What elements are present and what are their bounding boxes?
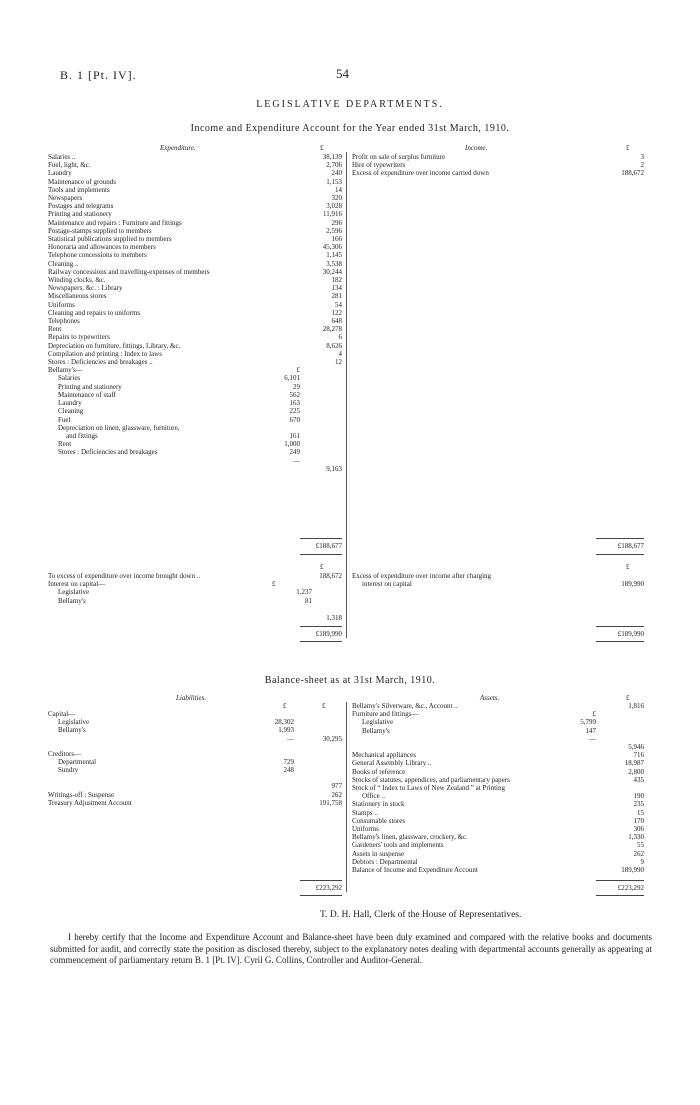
total-rule (300, 626, 342, 627)
asset-label: Assets in suspense (352, 849, 405, 858)
asset-amount: 235 (633, 800, 644, 809)
bellamys-item-label: Fuel (58, 415, 71, 424)
table-row (48, 235, 342, 243)
table-row (48, 366, 342, 374)
table-row (352, 153, 644, 161)
asset-label: Bellamy's linen, glassware, crockery, &c. (352, 833, 468, 842)
asset-label: Uniforms (352, 825, 379, 834)
asset-sub-amount (550, 784, 596, 792)
table-row (48, 424, 342, 432)
asset-sub-amount (550, 702, 596, 710)
table-row (48, 292, 342, 300)
expenditure-amount: 2,706 (326, 161, 342, 170)
table-row (48, 391, 342, 399)
asset-sub-amount (550, 800, 596, 808)
table-row (48, 325, 342, 333)
excess-after-interest-line2: interest on capital (362, 580, 412, 589)
asset-sub-amount (550, 866, 596, 874)
total-rule (300, 554, 342, 555)
table-row (48, 178, 342, 186)
table-row (352, 710, 644, 718)
table-row (48, 710, 342, 718)
asset-label: Stamps .. (352, 808, 378, 817)
expenditure-amount: 320 (331, 194, 342, 203)
total-rule (300, 538, 342, 539)
currency-2b: £ (626, 563, 630, 571)
asset-label: Bellamy's Silverware, &c., Account .. (352, 702, 458, 710)
table-row (352, 866, 644, 874)
balance-sheet-title: Balance-sheet as at 31st March, 1910. (264, 675, 436, 686)
table-row (352, 169, 644, 177)
capital-bellamys-label: Bellamy's (58, 726, 86, 735)
expenditure-label: Statistical publications supplied to members (48, 235, 172, 244)
table-row (48, 465, 342, 473)
table-row (48, 782, 342, 790)
table-row (48, 227, 342, 235)
expenditure-label: Maintenance and repairs : Furniture and fittings (48, 218, 182, 227)
interest-label: Interest on capital— (48, 580, 106, 589)
asset-label (352, 735, 550, 743)
expenditure-amount: 38,139 (322, 153, 342, 161)
bellamys-item-label: Printing and stationery (58, 382, 122, 391)
expenditure-amount: 182 (331, 276, 342, 285)
table-row (48, 186, 342, 194)
bellamys-item-amount: 29 (293, 382, 300, 391)
expenditure-label: Cleaning .. (48, 259, 79, 268)
liabilities-total: £223,292 (315, 884, 342, 892)
total-rule (596, 880, 644, 881)
asset-sub-amount (550, 817, 596, 825)
asset-sub-amount (550, 833, 596, 841)
interest-currency: £ (272, 580, 276, 588)
asset-sub-amount (550, 825, 596, 833)
table-row (352, 161, 644, 169)
table-row (352, 817, 644, 825)
creditors-sundry-label: Sundry (58, 766, 79, 775)
asset-amount: 55 (637, 841, 644, 850)
interest-total: 1,318 (326, 614, 342, 622)
excess-brought-down-label: To excess of expenditure over income brought down .. (48, 572, 201, 580)
asset-sub-amount (550, 809, 596, 817)
expenditure-amount: 45,306 (322, 243, 342, 252)
table-row (352, 751, 644, 759)
expenditure-label: Maintenance of grounds (48, 177, 117, 186)
bellamys-item-label: Salaries (58, 374, 81, 383)
table-row (48, 317, 342, 325)
expenditure-label: Rent (48, 325, 62, 334)
expenditure-label: Laundry (48, 169, 72, 178)
expenditure-total-2: £189,990 (315, 630, 342, 638)
asset-amount (596, 710, 644, 718)
expenditure-amount: 14 (335, 185, 342, 194)
bellamys-item-label: Cleaning (58, 407, 84, 416)
total-rule (300, 641, 342, 642)
bellamys-total: 9,163 (326, 464, 342, 473)
table-row (48, 243, 342, 251)
expenditure-amount: 3,538 (326, 259, 342, 268)
asset-sub-amount: 5,799 (580, 718, 596, 727)
table-row (48, 202, 342, 210)
asset-label: Gardeners' tools and implements (352, 841, 444, 850)
creditors-label: Creditors— (48, 749, 82, 758)
table-row (48, 161, 342, 169)
treasury-amount: 191,758 (319, 798, 342, 807)
table-row (352, 759, 644, 767)
treasury-label: Treasury Adjustment Account (48, 798, 132, 807)
table-row (48, 194, 342, 202)
table-row (48, 726, 342, 734)
table-row (48, 440, 342, 448)
asset-label: Bellamy's (362, 726, 390, 735)
expenditure-amount: 1,153 (326, 177, 342, 186)
expenditure-currency: £ (320, 144, 324, 152)
income-label: Profit on sale of surplus furniture (352, 153, 446, 161)
expenditure-label: Uniforms (48, 300, 75, 309)
excess-brought-down-block (48, 572, 342, 605)
table-row (48, 260, 342, 268)
asset-amount (596, 727, 644, 735)
asset-sub-amount (550, 858, 596, 866)
expenditure-amount: 28,278 (322, 325, 342, 334)
asset-amount: 189,990 (621, 866, 644, 875)
bellamys-item-amount: 163 (289, 399, 300, 408)
table-row (48, 284, 342, 292)
table-row (48, 407, 342, 415)
asset-amount (596, 718, 644, 726)
table-row (48, 743, 342, 750)
total-rule (596, 538, 644, 539)
income-amount: 3 (640, 153, 644, 161)
income-amount: 2 (640, 161, 644, 170)
expenditure-amount: 11,916 (323, 210, 342, 219)
expenditure-amount: 296 (331, 218, 342, 227)
interest-bellamys-label: Bellamy's (58, 596, 86, 605)
asset-sub-amount (550, 841, 596, 849)
income-amount: 188,672 (621, 169, 644, 178)
expenditure-amount: 3,028 (326, 202, 342, 211)
income-list (352, 153, 644, 178)
bellamys-currency: £ (296, 366, 300, 375)
asset-label: Furniture and fittings— (352, 710, 419, 719)
table-row (48, 735, 342, 743)
excess-brought-down-amount: 188,672 (319, 572, 342, 580)
assets-list (352, 702, 644, 874)
table-row (48, 309, 342, 317)
table-row (352, 809, 644, 817)
expenditure-label: Winding clocks, &c. (48, 276, 106, 285)
total-rule (596, 554, 644, 555)
expenditure-label: Postage-stamps supplied to members (48, 226, 152, 235)
expenditure-label: Telephones (48, 317, 80, 326)
table-row (48, 333, 342, 341)
expenditure-amount: 54 (335, 300, 342, 309)
total-rule (300, 880, 342, 881)
excess-after-interest-amount: 189,990 (621, 580, 644, 589)
table-row (48, 432, 342, 440)
table-row (352, 727, 644, 735)
income-total-2: £189,990 (617, 630, 644, 638)
table-row (352, 784, 644, 792)
table-row (48, 374, 342, 382)
expenditure-label: Depreciation on furniture, fittings, Library, &c. (48, 341, 181, 350)
asset-label: Stock of “ Index to Laws of New Zealand ” at Printing (352, 784, 505, 793)
expenditure-total-1: £188,677 (315, 542, 342, 550)
creditors-sundry-amount: 248 (283, 766, 294, 775)
asset-amount: 5,946 (628, 743, 644, 752)
table-row (352, 743, 644, 751)
total-rule (596, 641, 644, 642)
table-row (352, 776, 644, 784)
writings-off-label: Writings-off : Suspense (48, 790, 115, 799)
bellamys-item-label: Depreciation on linen, glassware, furniture, (58, 423, 180, 432)
table-row (48, 342, 342, 350)
bellamys-item-label: and fittings (66, 431, 98, 440)
asset-amount: 435 (633, 775, 644, 784)
column-divider (346, 152, 347, 638)
creditors-departmental-amount: 729 (283, 758, 294, 767)
expenditure-table (48, 153, 342, 473)
asset-label: Office .. (362, 792, 385, 801)
income-heading: Income. (465, 144, 488, 152)
page-title: LEGISLATIVE DEPARTMENTS. (256, 99, 444, 110)
asset-amount (596, 784, 644, 792)
expenditure-label: Salaries .. (48, 153, 76, 161)
table-row: — (293, 456, 300, 465)
bellamys-item-amount (254, 424, 300, 432)
asset-label: Stocks of statutes, appendices, and parliamentary papers (352, 775, 510, 784)
assets-heading: Assets. (480, 694, 500, 702)
table-row (48, 383, 342, 391)
capital-total: 30,295 (322, 734, 342, 743)
table-row (48, 251, 342, 259)
expenditure-amount: 166 (331, 235, 342, 244)
table-row (48, 350, 342, 358)
asset-sub-amount (550, 743, 596, 751)
table-row (352, 858, 644, 866)
capital-subtotal-dash: — (287, 734, 294, 743)
bellamys-item-label: Laundry (58, 399, 82, 408)
table-row (48, 169, 342, 177)
asset-amount: 306 (633, 825, 644, 834)
asset-sub-amount (550, 751, 596, 759)
excess-after-interest-block (352, 572, 644, 588)
asset-amount: 15 (637, 808, 644, 817)
asset-amount: 716 (633, 751, 644, 760)
asset-sub-amount (550, 792, 596, 800)
liabilities-list (48, 710, 342, 807)
asset-sub-amount (550, 768, 596, 776)
currency-2: £ (320, 563, 324, 571)
asset-amount: 1,330 (628, 833, 644, 842)
expenditure-label: Postages and telegrams (48, 202, 114, 211)
expenditure-amount: 4 (338, 349, 342, 358)
expenditure-label: Fuel, light, &c. (48, 161, 91, 170)
table-row (352, 702, 644, 710)
bellamys-item-amount: 6,101 (284, 374, 300, 383)
capital-legislative-label: Legislative (58, 718, 90, 727)
total-rule (300, 895, 342, 896)
asset-label: Consumable stores (352, 816, 406, 825)
table-row (48, 791, 342, 799)
creditors-departmental-label: Departmental (58, 758, 97, 767)
asset-label: Stationery in stock (352, 800, 405, 809)
clerk-signature: T. D. H. Hall, Clerk of the House of Representatives. (320, 910, 522, 920)
asset-sub-amount (550, 776, 596, 784)
auditor-certificate: I hereby certify that the Income and Expenditure Account and Balance-sheet have been duly examined and compared with the relative books and documents submitted for audit, and correctly state the position as disclosed thereby, subject to the explanatory notes dealing with departmental accounts generally as appearing at commencement of parliamentary return B. 1 [Pt. IV]. Cyril G. Collins, Controller and Auditor-General. (50, 932, 652, 965)
table-row (48, 268, 342, 276)
asset-sub-amount (550, 759, 596, 767)
asset-amount: 2,800 (628, 767, 644, 776)
expenditure-amount: 1,145 (326, 251, 342, 260)
expenditure-label: Honoraria and allowances to members (48, 243, 156, 252)
table-row (352, 833, 644, 841)
table-row (352, 841, 644, 849)
table-row (352, 718, 644, 726)
asset-label: Legislative (362, 718, 394, 727)
bellamys-item-label: Rent (58, 440, 72, 449)
table-row (48, 774, 342, 782)
liabilities-table (48, 710, 342, 807)
expenditure-label: Tools and implements (48, 185, 110, 194)
liab-currency-a: £ (283, 702, 287, 710)
asset-amount: 9 (640, 857, 644, 866)
asset-label: Balance of Income and Expenditure Account (352, 866, 478, 875)
table-row (48, 718, 342, 726)
expenditure-list (48, 153, 342, 473)
expenditure-label: Cleaning and repairs to uniforms (48, 308, 141, 317)
balance-divider (346, 702, 347, 892)
interest-bellamys-amount: 81 (305, 596, 312, 605)
expenditure-label: Printing and stationery (48, 210, 112, 219)
table-row (352, 735, 644, 743)
expenditure-amount: 12 (335, 358, 342, 367)
asset-label: Books of reference (352, 767, 406, 776)
capital-legislative-amount: 28,302 (274, 718, 294, 727)
table-row (48, 358, 342, 366)
table-row (352, 825, 644, 833)
excess-after-interest-line1: Excess of expenditure over income after charging (352, 572, 492, 580)
asset-amount (596, 735, 644, 743)
expenditure-label: Railway concessions and travelling-expenses of members (48, 267, 210, 276)
expenditure-label: Newspapers (48, 194, 83, 203)
bellamys-item-amount: 670 (289, 415, 300, 424)
table-row (48, 758, 342, 766)
asset-label: Mechanical appliances (352, 751, 416, 760)
table-row (48, 416, 342, 424)
assets-table (352, 702, 644, 874)
expenditure-amount: 240 (331, 169, 342, 178)
table-row (352, 850, 644, 858)
income-label: Hire of typewriters (352, 161, 406, 170)
asset-sub-amount (550, 850, 596, 858)
expenditure-label: Stores : Deficiencies and breakages .. (48, 358, 153, 367)
asset-label (352, 743, 550, 751)
asset-amount: 1,816 (628, 702, 644, 710)
page-number: 54 (336, 66, 349, 81)
bellamys-item-amount: 161 (289, 431, 300, 440)
table-row (352, 792, 644, 800)
income-table (352, 153, 644, 178)
expenditure-label: Telephone concessions to members (48, 251, 147, 260)
asset-amount: 170 (633, 816, 644, 825)
creditors-total: 977 (331, 782, 342, 791)
expenditure-label: Newspapers, &c. : Library (48, 284, 123, 293)
bellamys-item-amount: 225 (289, 407, 300, 416)
asset-sub-amount: £ (592, 710, 596, 719)
total-rule (596, 895, 644, 896)
asset-sub-amount: 147 (585, 726, 596, 735)
interest-legislative-amount: 1,237 (296, 588, 312, 597)
expenditure-amount: 8,626 (326, 341, 342, 350)
table-row (48, 276, 342, 284)
table-row (48, 766, 342, 774)
table-row (48, 153, 342, 161)
interest-legislative-label: Legislative (58, 588, 90, 597)
income-total-1: £188,677 (617, 542, 644, 550)
expenditure-amount: 134 (331, 284, 342, 293)
expenditure-amount: 30,244 (322, 267, 342, 276)
expenditure-heading: Expenditure. (160, 144, 196, 152)
capital-label: Capital— (48, 710, 76, 718)
table-row (352, 800, 644, 808)
liab-currency-b: £ (322, 702, 326, 710)
assets-total: £223,292 (617, 884, 644, 892)
writings-off-amount: 262 (331, 790, 342, 799)
expenditure-amount: 281 (331, 292, 342, 301)
table-row (48, 399, 342, 407)
asset-amount: 190 (633, 792, 644, 801)
table-row (48, 799, 342, 807)
table-row (48, 219, 342, 227)
bellamys-item-amount: 249 (289, 448, 300, 457)
asset-amount: 18,987 (624, 759, 644, 768)
bellamys-item-amount: 562 (289, 390, 300, 399)
bellamys-item-amount: 1,000 (284, 440, 300, 449)
capital-bellamys-amount: 1,993 (278, 726, 294, 735)
table-row (352, 768, 644, 776)
asset-label: General Assembly Library .. (352, 759, 432, 768)
expenditure-amount: 122 (331, 308, 342, 317)
bellamys-item-label: Stores : Deficiencies and breakages (58, 448, 158, 457)
expenditure-label: Miscellaneous stores (48, 292, 107, 301)
assets-currency: £ (626, 694, 630, 702)
report-reference: B. 1 [Pt. IV]. (60, 68, 137, 82)
table-row (48, 448, 342, 456)
asset-sub-amount: — (589, 734, 596, 743)
expenditure-label: Compilation and printing : Index to laws (48, 349, 162, 358)
asset-amount: 262 (633, 849, 644, 858)
table-row (48, 301, 342, 309)
asset-label: Debtors : Departmental (352, 857, 418, 866)
total-rule (596, 626, 644, 627)
expenditure-amount: 6 (338, 333, 342, 342)
income-currency: £ (626, 144, 630, 152)
income-expenditure-title: Income and Expenditure Account for the Year ended 31st March, 1910. (190, 123, 510, 134)
bellamys-label: Bellamy's— (48, 366, 83, 375)
income-label: Excess of expenditure over income carried down (352, 169, 489, 178)
expenditure-amount: 2,596 (326, 226, 342, 235)
liabilities-heading: Liabilities. (176, 694, 207, 702)
expenditure-label: Repairs to typewriters (48, 333, 110, 342)
table-row (48, 210, 342, 218)
table-row (48, 750, 342, 758)
expenditure-amount: 648 (331, 317, 342, 326)
bellamys-item-label: Maintenance of staff (58, 390, 116, 399)
